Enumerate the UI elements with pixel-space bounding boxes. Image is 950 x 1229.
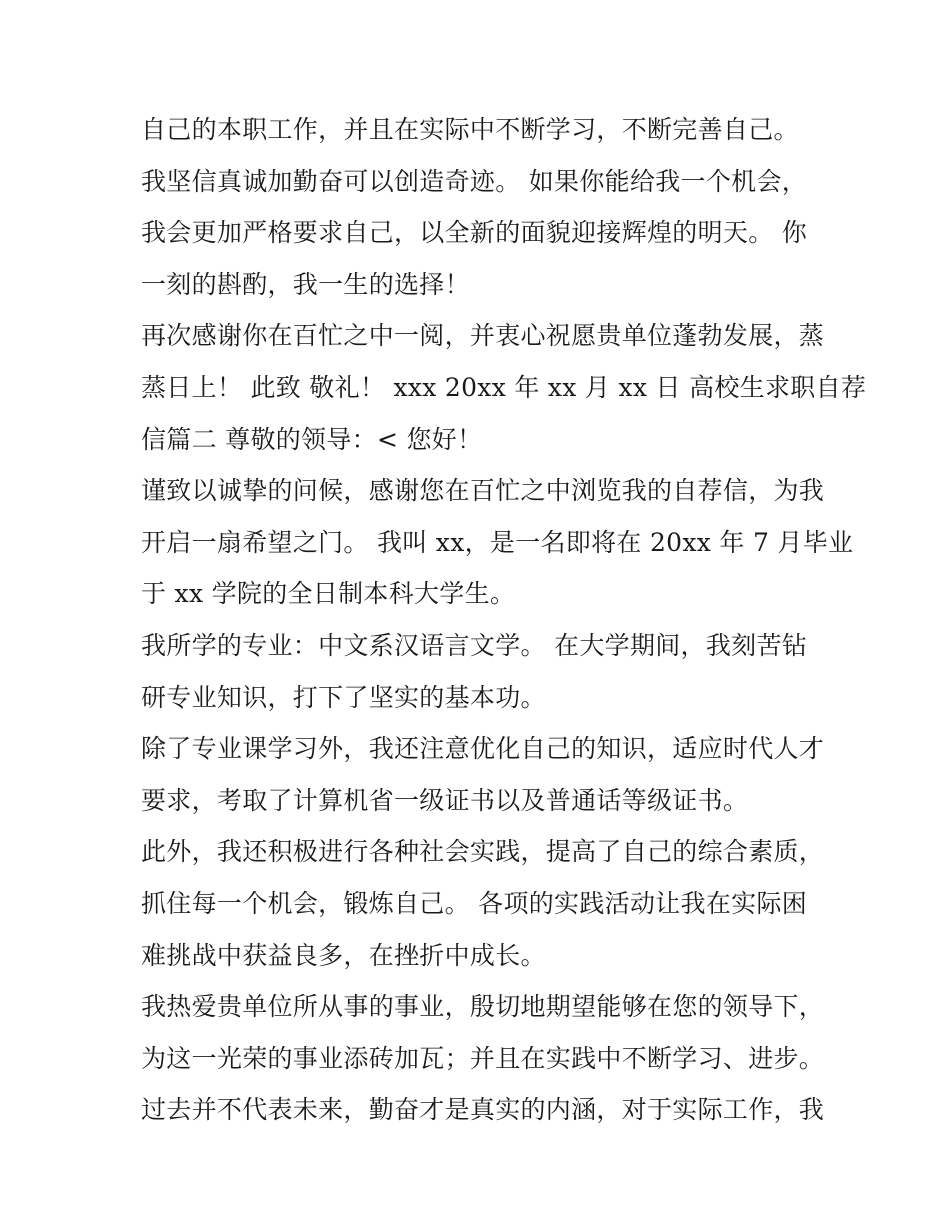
text-line: 一刻的斟酌，我一生的选择！ [141,269,470,299]
text-line: 要求，考取了计算机省一级证书以及普通话等级证书。 [141,785,749,815]
text-line: 谨致以诚挚的问候，感谢您在百忙之中浏览我的自荐信，为我 [141,476,825,506]
text-line: 我会更加严格要求自己，以全新的面貌迎接辉煌的明天。 你 [141,218,808,248]
text-line: 研专业知识，打下了坚实的基本功。 [141,682,546,712]
text-line: 为这一光荣的事业添砖加瓦；并且在实践中不断学习、进步。 [141,1043,825,1073]
text-line: 蒸日上！ 此致 敬礼！ xxx 20xx 年 xx 月 xx 日 高校生求职自荐 [141,372,867,402]
text-line: 我热爱贵单位所从事的事业，殷切地期望能够在您的领导下， [141,992,825,1022]
text-line: 再次感谢你在百忙之中一阅，并衷心祝愿贵单位蓬勃发展，蒸 [141,321,825,351]
text-line: 此外，我还积极进行各种社会实践，提高了自己的综合素质， [141,837,825,867]
text-line: 我坚信真诚加勤奋可以创造奇迹。 如果你能给我一个机会， [141,166,808,196]
text-line: 过去并不代表未来，勤奋才是真实的内涵，对于实际工作，我 [141,1095,825,1125]
text-line: 除了专业课学习外，我还注意优化自己的知识，适应时代人才 [141,734,825,764]
text-line: 我所学的专业：中文系汉语言文学。 在大学期间，我刻苦钻 [141,630,808,660]
text-line: 抓住每一个机会，锻炼自己。 各项的实践活动让我在实际困 [141,888,808,918]
text-line: 于 xx 学院的全日制本科大学生。 [141,579,516,609]
document-body [141,108,867,1140]
text-line: 信篇二 尊敬的领导：< 您好！ [141,424,483,454]
text-line: 自己的本职工作，并且在实际中不断学习，不断完善自己。 [141,115,799,144]
text-line: 开启一扇希望之门。 我叫 xx，是一名即将在 20xx 年 7 月毕业 [141,527,854,557]
text-line: 难挑战中获益良多，在挫折中成长。 [141,940,546,970]
